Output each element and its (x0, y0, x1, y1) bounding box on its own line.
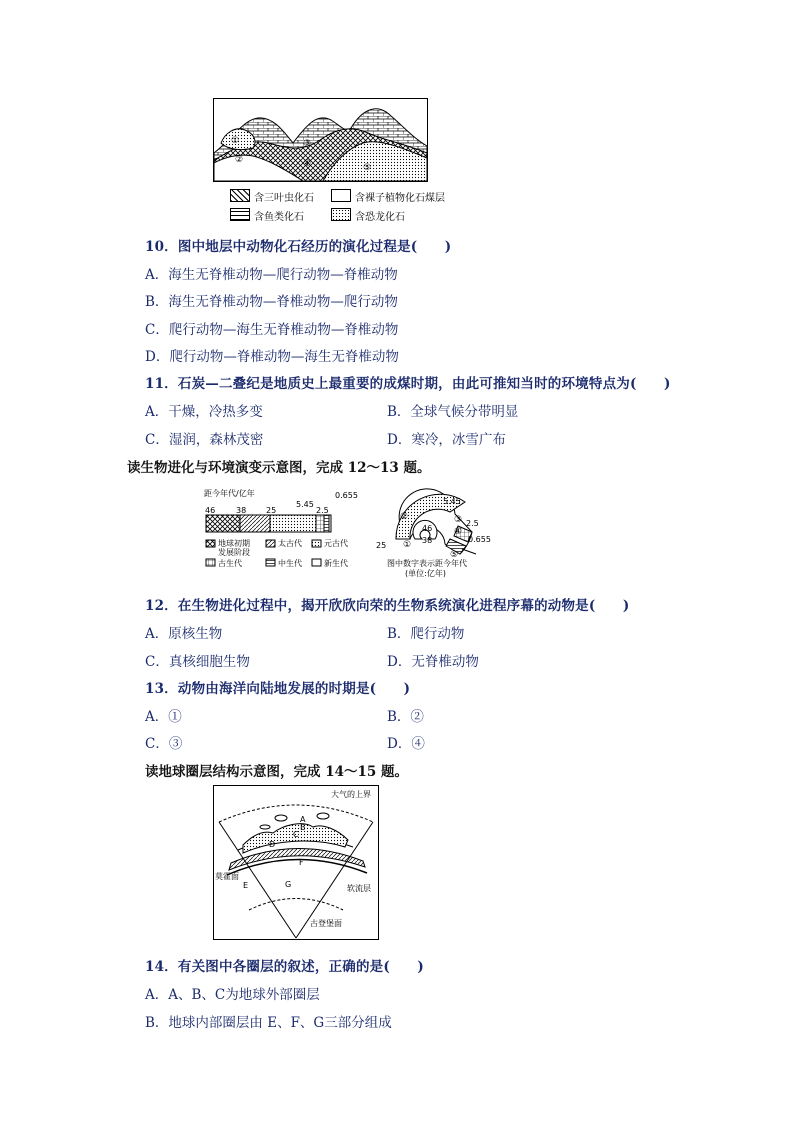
layer-g: G (285, 880, 292, 889)
strata-figure (213, 98, 428, 182)
moho-label: 莫霍面 (215, 872, 239, 881)
strata-label-1: ① (231, 136, 240, 146)
circle-num-0-655: 0.655 (468, 535, 491, 544)
strata-label-5: ⑤ (363, 163, 372, 173)
strata-legend-swatch-2 (331, 189, 351, 202)
q12-option-c[interactable]: C．真核细胞生物 (145, 654, 250, 670)
timeline-segment-3 (270, 515, 316, 532)
strata-legend-text-2: 含裸子植物化石煤层 (355, 193, 445, 204)
tick-46: 46 (205, 506, 216, 515)
circle-label-5: ⑤ (450, 550, 459, 560)
layer-d: D (269, 840, 276, 849)
timeline-title: 距今年代/亿年 (204, 489, 255, 498)
layer-a: A (300, 815, 306, 824)
legend-early-line2: 发展阶段 (218, 548, 250, 557)
strata-label-4: ④ (303, 159, 312, 169)
circle-caption-2: (单位:亿年) (405, 569, 446, 578)
timeline-segment-2 (240, 515, 270, 532)
q11-option-d[interactable]: D．寒冷，冰雪广布 (387, 432, 506, 448)
tick-38: 38 (236, 506, 247, 515)
q10-stem: 10．图中地层中动物化石经历的演化过程是( ) (145, 239, 452, 255)
q11-option-a[interactable]: A．干燥，冷热多变 (145, 404, 263, 420)
gutenberg-label: 古登堡面 (310, 919, 342, 928)
strata-label-2: ② (235, 155, 244, 165)
strata-label-3: ③ (303, 139, 312, 149)
q10-option-c[interactable]: C．爬行动物—海生无脊椎动物—脊椎动物 (145, 322, 399, 338)
q14-option-b[interactable]: B．地球内部圈层由 E、F、G三部分组成 (145, 1015, 392, 1031)
strata-legend-swatch-1 (230, 189, 250, 202)
timeline-segment-5 (324, 515, 329, 532)
q14-stem: 14．有关图中各圈层的叙述，正确的是( ) (145, 959, 424, 975)
q10-option-d[interactable]: D．爬行动物—脊椎动物—海生无脊椎动物 (145, 349, 399, 365)
timeline-segment-4 (316, 515, 324, 532)
circle-label-1: ① (403, 540, 412, 550)
strata-legend-text-1: 含三叶虫化石 (254, 193, 314, 204)
circle-caption-1: 图中数字表示距今年代 (387, 559, 467, 568)
q14-option-a[interactable]: A．A、B、C为地球外部圈层 (145, 987, 320, 1003)
tick-5-45: 5.45 (296, 500, 314, 509)
tick-2-5: 2.5 (316, 506, 329, 515)
legend-archean: 太古代 (278, 539, 302, 548)
tick-25: 25 (266, 506, 277, 515)
asthenosphere-label: 软流层 (347, 884, 371, 893)
q10-option-b[interactable]: B．海生无脊椎动物—脊椎动物—爬行动物 (145, 294, 398, 310)
evolution-figure (200, 484, 500, 584)
circle-num-38: 38 (422, 536, 433, 545)
atmosphere-upper-label: 大气的上界 (331, 790, 371, 799)
legend-cenozoic: 新生代 (324, 559, 348, 568)
circle-num-2-5: 2.5 (466, 519, 479, 528)
q13-option-d[interactable]: D．④ (387, 736, 425, 752)
legend-proterozoic: 元古代 (324, 539, 348, 548)
q12-option-b[interactable]: B．爬行动物 (387, 626, 465, 642)
legend-mesozoic: 中生代 (278, 559, 302, 568)
q12-stem: 12．在生物进化过程中，揭开欣欣向荣的生物系统演化进程序幕的动物是( ) (145, 598, 630, 614)
q13-option-c[interactable]: C．③ (145, 736, 183, 752)
circle-label-3: ③ (454, 515, 463, 525)
legend-early-line1: 地球初期 (218, 539, 250, 548)
circle-num-5-45: 5.45 (443, 497, 461, 506)
timeline-segment-6 (329, 515, 331, 532)
strata-legend-swatch-4 (331, 208, 351, 221)
q11-stem: 11．石炭—二叠纪是地质史上最重要的成煤时期，由此可推知当时的环境特点为( ) (145, 376, 671, 392)
q10-option-a[interactable]: A．海生无脊椎动物—爬行动物—脊椎动物 (145, 267, 398, 283)
circle-label-4: ④ (454, 527, 463, 537)
q11-option-b[interactable]: B．全球气候分带明显 (387, 404, 519, 420)
q13-stem: 13．动物由海洋向陆地发展的时期是( ) (145, 681, 411, 697)
intro-12-13: 读生物进化与环境演变示意图，完成 12～13 题。 (127, 460, 431, 476)
strata-legend-swatch-3 (230, 208, 250, 221)
q12-option-a[interactable]: A．原核生物 (145, 626, 223, 642)
tick-0-655: 0.655 (335, 491, 358, 500)
circle-num-25: 25 (376, 541, 387, 550)
q12-option-d[interactable]: D．无脊椎动物 (387, 654, 479, 670)
intro-14-15: 读地球圈层结构示意图，完成 14～15 题。 (145, 764, 408, 780)
q13-option-a[interactable]: A．① (145, 709, 182, 725)
layer-b: B (300, 823, 306, 832)
q13-option-b[interactable]: B．② (387, 709, 424, 725)
legend-paleozoic: 古生代 (218, 559, 242, 568)
layer-f: F (299, 858, 304, 867)
layer-c: C (293, 830, 299, 839)
strata-legend-text-4: 含恐龙化石 (355, 212, 405, 223)
q11-option-c[interactable]: C．湿润，森林茂密 (145, 432, 264, 448)
earth-layers-figure (213, 785, 379, 940)
circle-label-2: ② (400, 512, 409, 522)
layer-e: E (243, 881, 249, 890)
timeline-segment-1 (206, 515, 240, 532)
strata-legend-text-3: 含鱼类化石 (254, 212, 304, 223)
circle-num-46: 46 (422, 524, 433, 533)
